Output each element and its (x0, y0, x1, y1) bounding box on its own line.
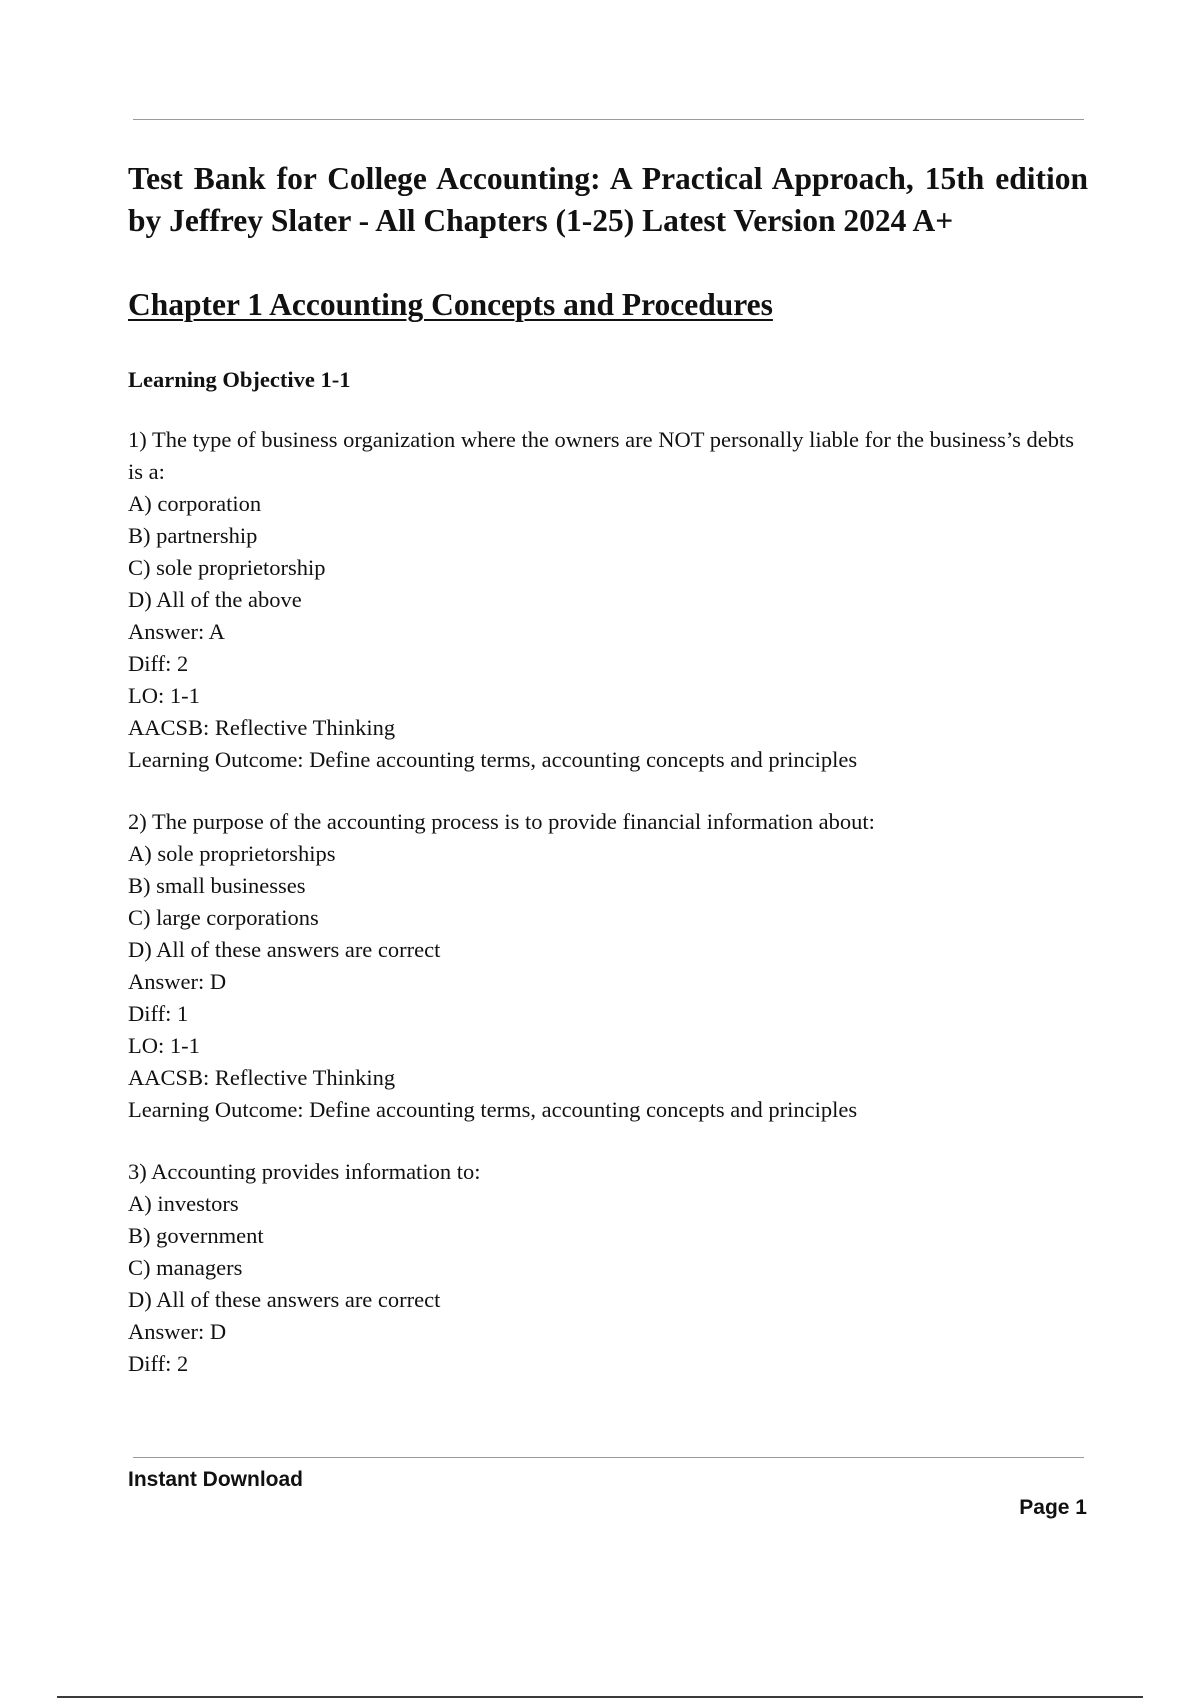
difficulty: Diff: 1 (128, 1001, 189, 1026)
difficulty: Diff: 2 (128, 1351, 189, 1376)
learning-outcome: Learning Outcome: Define accounting terms, accounting concepts and principles (128, 1097, 858, 1122)
correct-answer: Answer: A (128, 619, 225, 644)
answer-option: D) All of these answers are correct (128, 1287, 441, 1312)
difficulty: Diff: 2 (128, 651, 189, 676)
answer-option: D) All of these answers are correct (128, 937, 441, 962)
question-stem: 1) The type of business organization where the owners are NOT personally liable for the business’s debts is a: (128, 427, 1075, 484)
question-2 (128, 806, 1088, 1126)
answer-option: A) investors (128, 1191, 239, 1216)
aacsb-tag: AACSB: Reflective Thinking (128, 715, 396, 740)
document-title: Test Bank for College Accounting: A Practical Approach, 15th edition by Jeffrey Slater - All Chapters (1-25) Latest Version 2024 A+ (128, 161, 1088, 238)
question-stem: 3) Accounting provides information to: (128, 1159, 481, 1184)
page-number: Page 1 (1019, 1496, 1087, 1519)
answer-option: B) small businesses (128, 873, 306, 898)
learning-objective-ref: LO: 1-1 (128, 1033, 200, 1058)
question-3 (128, 1156, 1088, 1380)
question-1 (128, 424, 1088, 776)
learning-objective-ref: LO: 1-1 (128, 683, 200, 708)
answer-option: D) All of the above (128, 587, 302, 612)
answer-option: B) partnership (128, 523, 258, 548)
correct-answer: Answer: D (128, 969, 227, 994)
answer-option: A) corporation (128, 491, 262, 516)
answer-option: C) large corporations (128, 905, 319, 930)
question-stem: 2) The purpose of the accounting process is to provide financial information about: (128, 809, 875, 834)
answer-option: A) sole proprietorships (128, 841, 336, 866)
answer-option: B) government (128, 1223, 264, 1248)
correct-answer: Answer: D (128, 1319, 227, 1344)
page-bottom-edge (57, 1696, 1143, 1698)
footer-instant-download: Instant Download (128, 1468, 303, 1491)
footer-divider (133, 1457, 1084, 1458)
aacsb-tag: AACSB: Reflective Thinking (128, 1065, 396, 1090)
answer-option: C) managers (128, 1255, 243, 1280)
learning-outcome: Learning Outcome: Define accounting terms, accounting concepts and principles (128, 747, 858, 772)
learning-objective-heading: Learning Objective 1-1 (128, 367, 351, 392)
page-content (128, 158, 1088, 1380)
header-divider (133, 119, 1084, 120)
chapter-title: Chapter 1 Accounting Concepts and Procedures (128, 287, 773, 322)
answer-option: C) sole proprietorship (128, 555, 326, 580)
